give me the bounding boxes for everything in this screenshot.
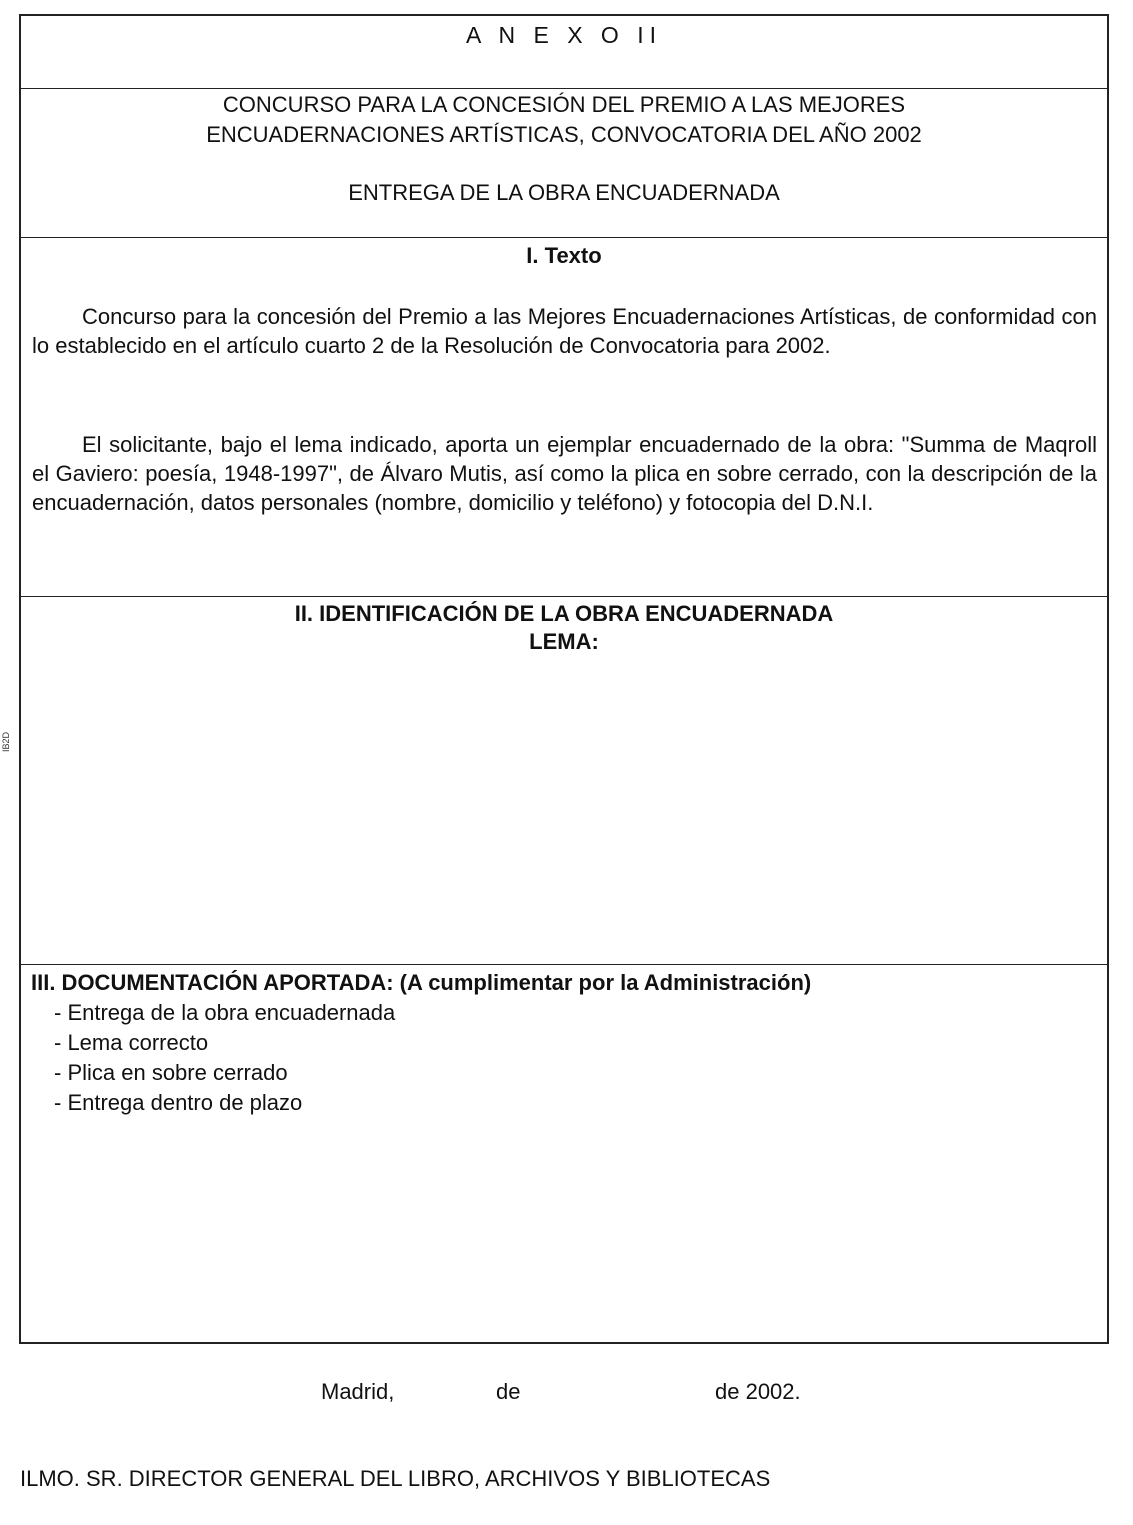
list-item: - Entrega dentro de plazo	[54, 1090, 303, 1115]
divider	[21, 964, 1107, 965]
section-1-heading: I. Texto	[526, 243, 602, 268]
divider	[21, 237, 1107, 238]
divider	[21, 88, 1107, 89]
divider	[21, 596, 1107, 597]
section-3-heading: III. DOCUMENTACIÓN APORTADA: (A cumplimentar por la Administración)	[31, 970, 812, 995]
documentation-list	[54, 998, 395, 1118]
footer-place: Madrid,	[321, 1379, 395, 1404]
lema-label: LEMA:	[529, 629, 599, 654]
annex-title: A N E X O II	[466, 22, 662, 48]
list-item: - Plica en sobre cerrado	[54, 1060, 288, 1085]
section-1-paragraph-2: El solicitante, bajo el lema indicado, aporta un ejemplar encuadernado de la obra: "Summa de Maqroll el Gaviero: poesía, 1948-1997", de Álvaro Mutis, así como la plica en sobre cerrado, con la descripción de la encuadernación, datos personales (nombre, domicilio y teléfono) y fotocopia del D.N.I.	[32, 432, 1097, 515]
list-item: - Lema correcto	[54, 1030, 209, 1055]
section-1-paragraph-1: Concurso para la concesión del Premio a las Mejores Encuadernaciones Artísticas, de conformidad con lo establecido en el artículo cuarto 2 de la Resolución de Convocatoria para 2002.	[32, 304, 1097, 358]
contest-title	[21, 90, 1107, 150]
annex-form	[19, 14, 1109, 1344]
lema-field[interactable]	[21, 666, 1107, 962]
delivery-title: ENTREGA DE LA OBRA ENCUADERNADA	[348, 180, 780, 205]
footer-de: de	[496, 1379, 521, 1404]
section-2-title: II. IDENTIFICACIÓN DE LA OBRA ENCUADERNADA	[294, 601, 834, 626]
addressee: ILMO. SR. DIRECTOR GENERAL DEL LIBRO, ARCHIVOS Y BIBLIOTECAS	[20, 1466, 771, 1491]
list-item: - Entrega de la obra encuadernada	[54, 1000, 396, 1025]
footer-year: de 2002.	[715, 1379, 801, 1404]
section-2-heading	[21, 600, 1107, 656]
contest-title-line-1: CONCURSO PARA LA CONCESIÓN DEL PREMIO A LAS MEJORES	[222, 92, 906, 117]
contest-title-line-2: ENCUADERNACIONES ARTÍSTICAS, CONVOCATORIA DEL AÑO 2002	[206, 122, 922, 147]
margin-code: IB2D	[1, 731, 11, 752]
